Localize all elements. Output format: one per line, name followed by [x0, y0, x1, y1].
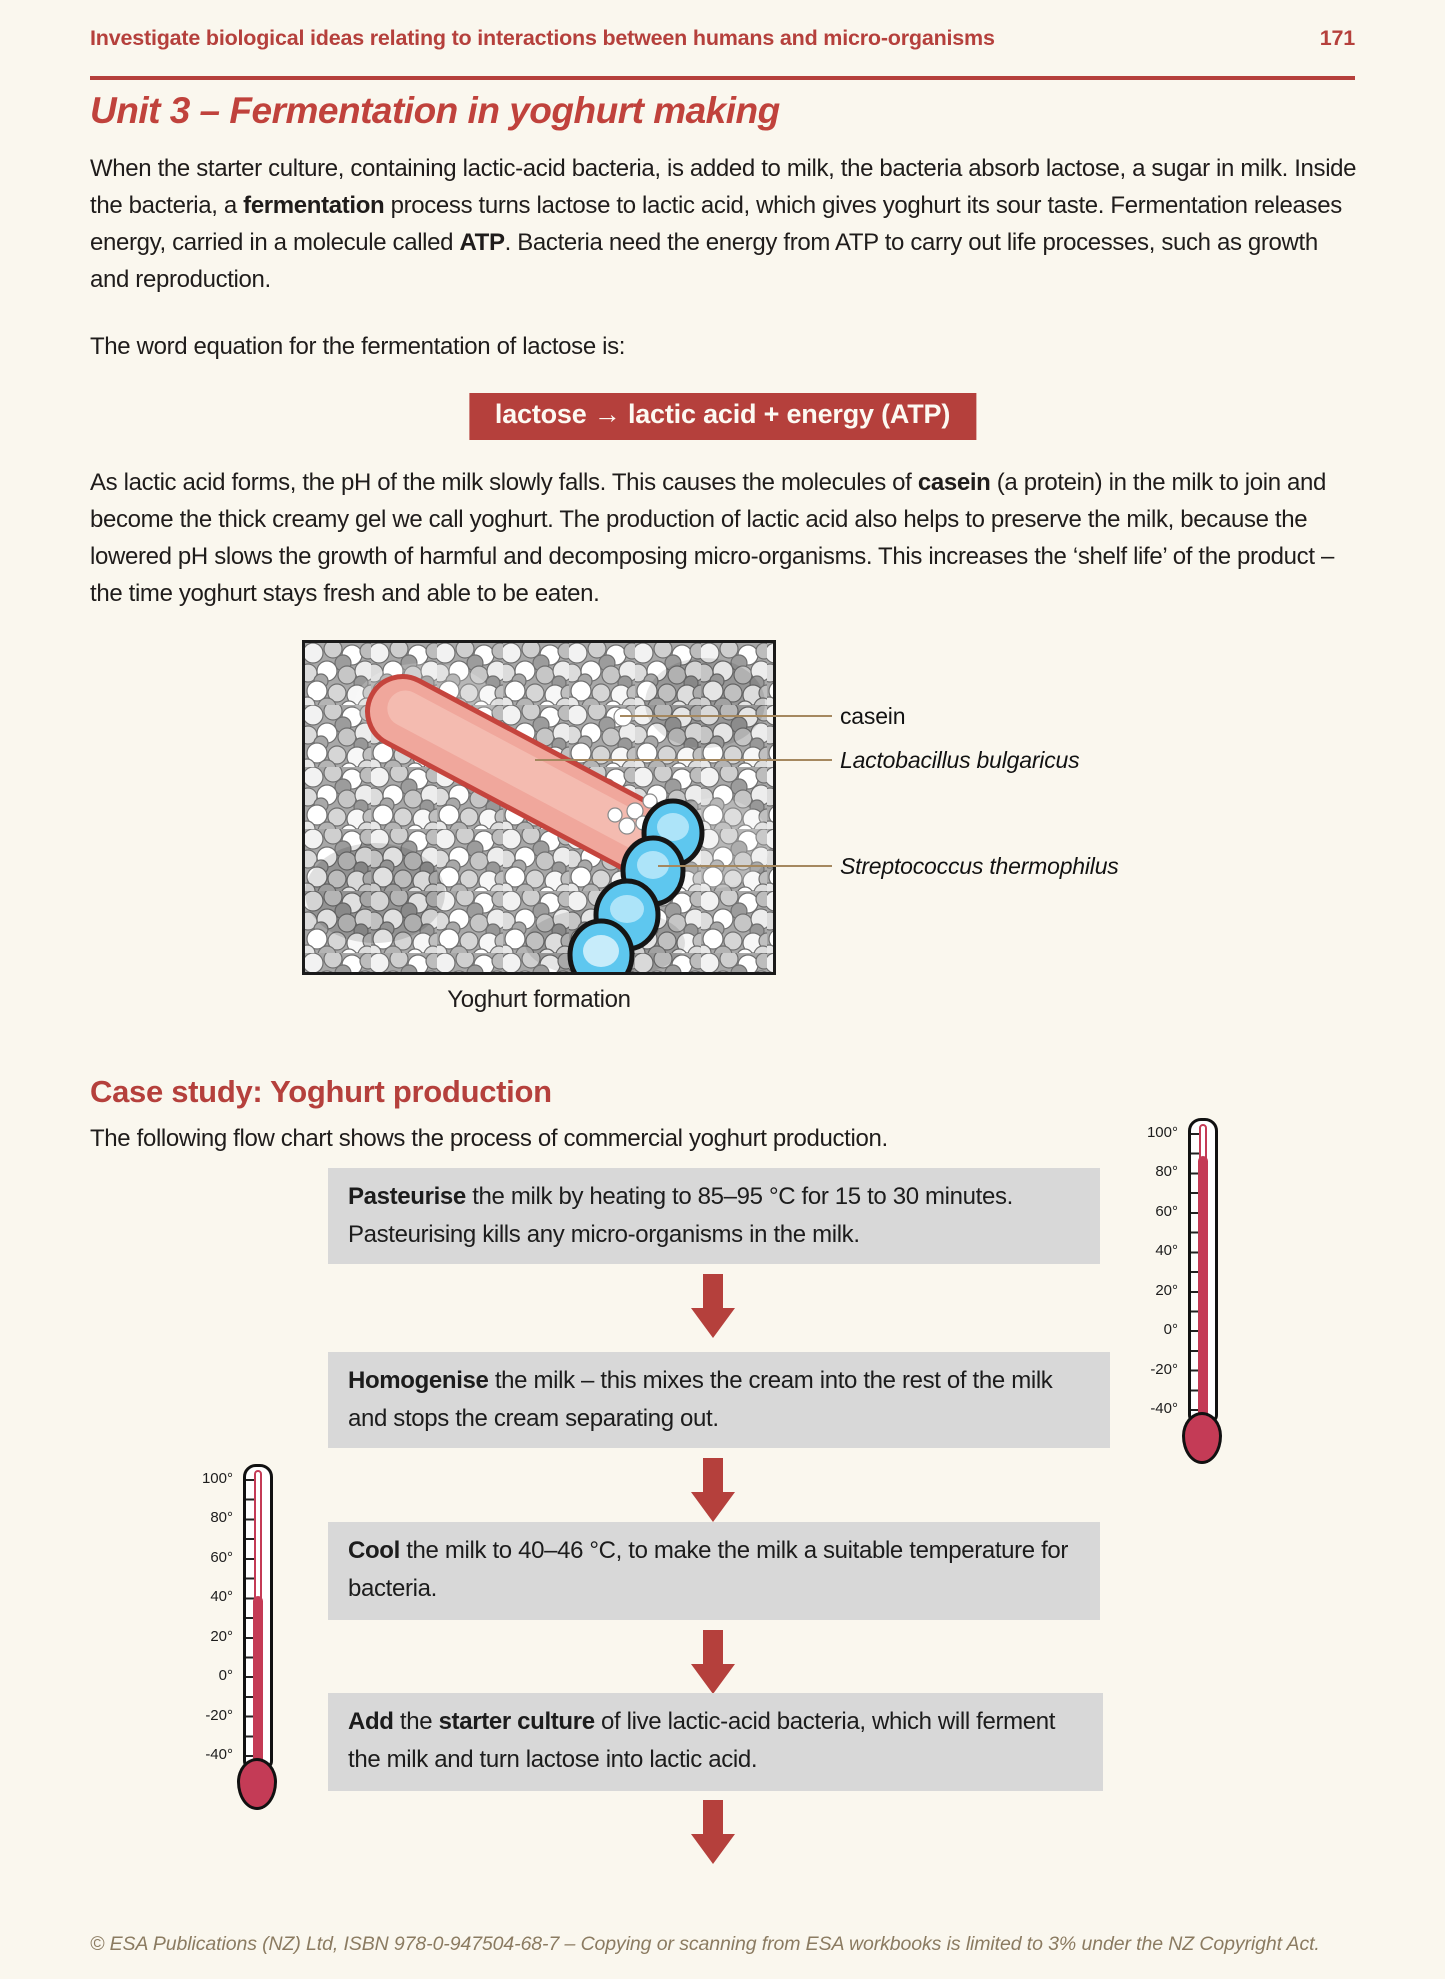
thermometer-cool [185, 1459, 285, 1815]
casein-lead-line [620, 715, 832, 717]
flow-arrow-down-icon [691, 1630, 735, 1694]
lactobacillus-lead-line [535, 759, 832, 761]
yoghurt-micrograph [302, 640, 776, 975]
equation-intro: The word equation for the fermentation of lactose is: [90, 333, 626, 360]
header-rule [90, 76, 1355, 80]
thermometer-bulb [237, 1758, 277, 1810]
flow-step-cool: Cool the milk to 40–46 °C, to make the milk a suitable temperature for bacteria. [328, 1522, 1100, 1620]
thermometer-bulb [1182, 1412, 1222, 1464]
streptococcus-label: Streptococcus thermophilus [840, 853, 1119, 879]
word-equation-banner: lactose → lactic acid + energy (ATP) [469, 393, 976, 440]
flow-step-pasteurise: Pasteurise the milk by heating to 85–95 °C for 15 to 30 minutes. Pasteurising kills any micro-organisms in the milk. [328, 1168, 1100, 1264]
thermometer-scale: 100° 80° 60° 40° 20° 0° -20° -40° [1146, 1124, 1178, 1418]
running-head [90, 26, 1355, 51]
flow-arrow-down-icon [691, 1274, 735, 1338]
flow-arrow-down-icon [691, 1458, 735, 1522]
thermometer-tube [243, 1464, 273, 1770]
flow-arrow-down-icon [691, 1800, 735, 1864]
flow-step-add-starter-culture: Add the starter culture of live lactic-acid bacteria, which will ferment the milk and turn lactose into lactic acid. [328, 1693, 1103, 1791]
casein-label: casein [840, 703, 906, 729]
flow-step-homogenise: Homogenise the milk – this mixes the cream into the rest of the milk and stops the cream separating out. [328, 1352, 1110, 1448]
thermometer-pasteurise [1130, 1113, 1230, 1469]
lactobacillus-label: Lactobacillus bulgaricus [840, 747, 1080, 773]
micrograph-illustration [305, 643, 773, 972]
thermometer-tube [1188, 1118, 1218, 1424]
intro-paragraph: When the starter culture, containing lactic-acid bacteria, is added to milk, the bacteria absorb lactose, a sugar in milk. Inside the bacteria, a fermentation process turns lactose to lactic acid, which gives yoghurt its sour taste. Fermentation releases energy, carried in a molecule called ATP. Bacteria need the energy from ATP to carry out life processes, such as growth and reproduction. [90, 155, 1357, 293]
figure-caption: Yoghurt formation [447, 986, 631, 1013]
page-number: 171 [1319, 26, 1355, 50]
casein-paragraph: As lactic acid forms, the pH of the milk slowly falls. This causes the molecules of casein (a protein) in the milk to join and become the thick creamy gel we call yoghurt. The production of lactic acid also helps to preserve the milk, because the lowered pH slows the growth of harmful and decomposing micro-organisms. This increases the ‘shelf life’ of the product – the time yoghurt stays fresh and able to be eaten. [90, 469, 1334, 607]
unit-title: Unit 3 – Fermentation in yoghurt making [90, 90, 780, 131]
chapter-strand-title: Investigate biological ideas relating to interactions between humans and micro-organisms [90, 26, 995, 50]
copyright-footer: © ESA Publications (NZ) Ltd, ISBN 978-0-947504-68-7 – Copying or scanning from ESA workbooks is limited to 3% under the NZ Copyright Act. [90, 1933, 1320, 1955]
case-study-heading: Case study: Yoghurt production [90, 1074, 552, 1109]
thermometer-scale: 100° 80° 60° 40° 20° 0° -20° -40° [201, 1470, 233, 1764]
streptococcus-lead-line [658, 865, 832, 867]
case-study-intro: The following flow chart shows the process of commercial yoghurt production. [90, 1125, 888, 1152]
